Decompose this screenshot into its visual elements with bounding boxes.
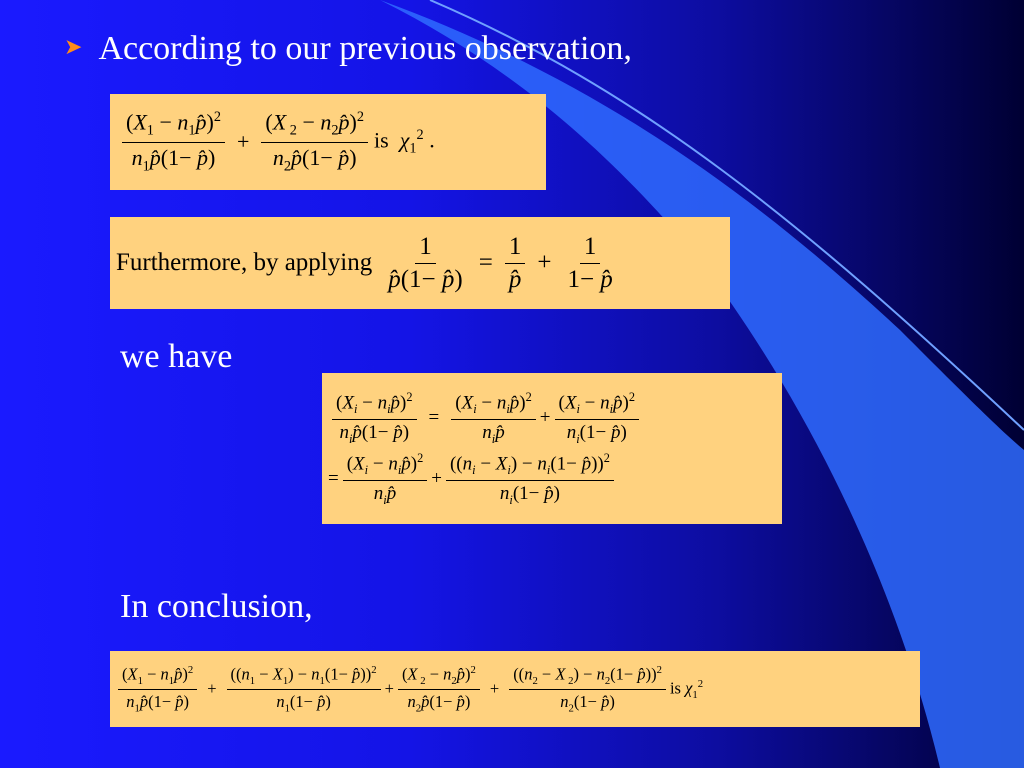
arrow-bullet-icon: ➤ (64, 34, 83, 59)
bullet-line (64, 30, 632, 68)
furthermore-text: Furthermore, by applying (116, 249, 373, 276)
we-have-label: we have (120, 338, 233, 375)
fraction: $\frac{(X_1 - n_1p̂)^2}{n_1p̂(1- p̂)}$ (122, 109, 225, 175)
fraction: $\frac{(X _2 - n_2p̂)^2}{n_2p̂(1- p̂)}$ (261, 109, 368, 175)
formula-box-4: $\frac{(X_1 - n_1p̂)^2}{n_1p̂(1- p̂)}$ + $\frac{((n_1 - X_1) - n_1(1- p̂))^2}{n_1(1- p̂)}$ + $\frac{(X _2 - n_2p̂)^2}{n_2p̂(1- p̂)}$ + $\frac{((n_2 - X _2) - n_2(1- p̂))^2}{n_2(1- p̂)}$ is $\chi_1^2$ (110, 651, 920, 727)
formula-box-2: Furthermore, by applying $\frac{1}{p̂(1- p̂)}$ = $\frac{1}{p̂}$ + $\frac{1}{1- p̂}$ (110, 217, 730, 309)
fraction: $\frac{1}{p̂}$ (505, 233, 526, 294)
formula-box-3: $\frac{(X_i - n_ip̂)^2}{n_ip̂(1- p̂)}$ = $\frac{(X_i - n_ip̂)^2}{n_ip̂}$ + $\frac{(X_i - n_ip̂)^2}{n_i(1- p̂)}$ = $\frac{(X_i - n_ip̂)^2}{n_ip̂}$ + $\frac{((n_i - X_i) - n_i(1- p̂))^2}{n_i(1- p̂)}$ (322, 373, 782, 524)
bullet-text: According to our previous observation, (98, 30, 632, 67)
fraction: $\frac{1}{p̂(1- p̂)}$ (388, 232, 463, 293)
in-conclusion-label: In conclusion, (120, 588, 313, 625)
fraction: $\frac{1}{1- p̂}$ (567, 232, 613, 293)
formula-box-1: $\frac{(X_1 - n_1p̂)^2}{n_1p̂(1- p̂)}$ + $\frac{(X _2 - n_2p̂)^2}{n_2p̂(1- p̂)}$ is $\chi_1^2$ . (110, 94, 546, 190)
